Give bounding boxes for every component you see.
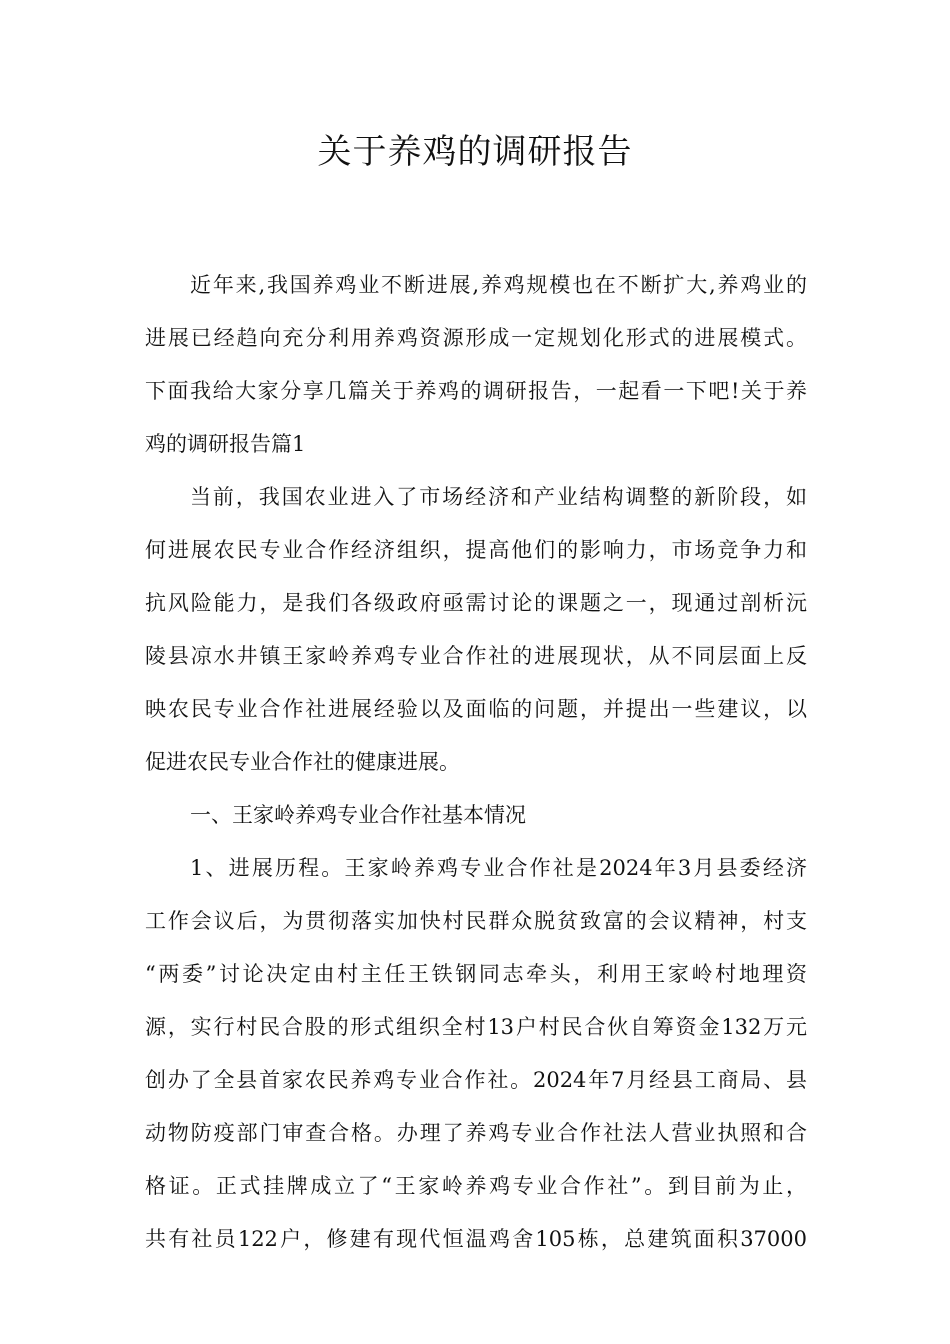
body-line: 源，实行村民合股的形式组织全村13户村民合伙自筹资金132万元 xyxy=(145,1015,807,1039)
body-line: 格证。正式挂牌成立了“王家岭养鸡专业合作社”。到目前为止， xyxy=(145,1174,807,1198)
body-line: 动物防疫部门审查合格。办理了养鸡专业合作社法人营业执照和合 xyxy=(145,1121,807,1145)
body-line: 促进农民专业合作社的健康进展。 xyxy=(145,750,460,774)
body-line: 映农民专业合作社进展经验以及面临的问题，并提出一些建议，以 xyxy=(145,697,807,721)
body-line: 当前，我国农业进入了市场经济和产业结构调整的新阶段，如 xyxy=(190,485,807,509)
body-line: 下面我给大家分享几篇关于养鸡的调研报告，一起看一下吧!关于养 xyxy=(145,379,807,403)
body-line: 进展已经趋向充分利用养鸡资源形成一定规划化形式的进展模式。 xyxy=(145,326,807,350)
body-line: 1、进展历程。王家岭养鸡专业合作社是2024年3月县委经济 xyxy=(190,856,807,880)
body-line: 近年来,我国养鸡业不断进展,养鸡规模也在不断扩大,养鸡业的 xyxy=(190,273,807,297)
body-line: 陵县凉水井镇王家岭养鸡专业合作社的进展现状，从不同层面上反 xyxy=(145,644,807,668)
body-line: 一、王家岭养鸡专业合作社基本情况 xyxy=(190,803,526,827)
body-line: 何进展农民专业合作经济组织，提高他们的影响力，市场竞争力和 xyxy=(145,538,807,562)
body-line: “两委”讨论决定由村主任王铁钢同志牵头，利用王家岭村地理资 xyxy=(145,962,807,986)
body-line: 创办了全县首家农民养鸡专业合作社。2024年7月经县工商局、县 xyxy=(145,1068,807,1092)
body-line: 抗风险能力，是我们各级政府亟需讨论的课题之一，现通过剖析沅 xyxy=(145,591,807,615)
body-line: 工作会议后，为贯彻落实加快村民群众脱贫致富的会议精神，村支 xyxy=(145,909,807,933)
document-title: 关于养鸡的调研报告 xyxy=(317,132,633,172)
body-line: 鸡的调研报告篇1 xyxy=(145,432,306,456)
body-line: 共有社员122户，修建有现代恒温鸡舍105栋，总建筑面积37000 xyxy=(145,1227,807,1251)
